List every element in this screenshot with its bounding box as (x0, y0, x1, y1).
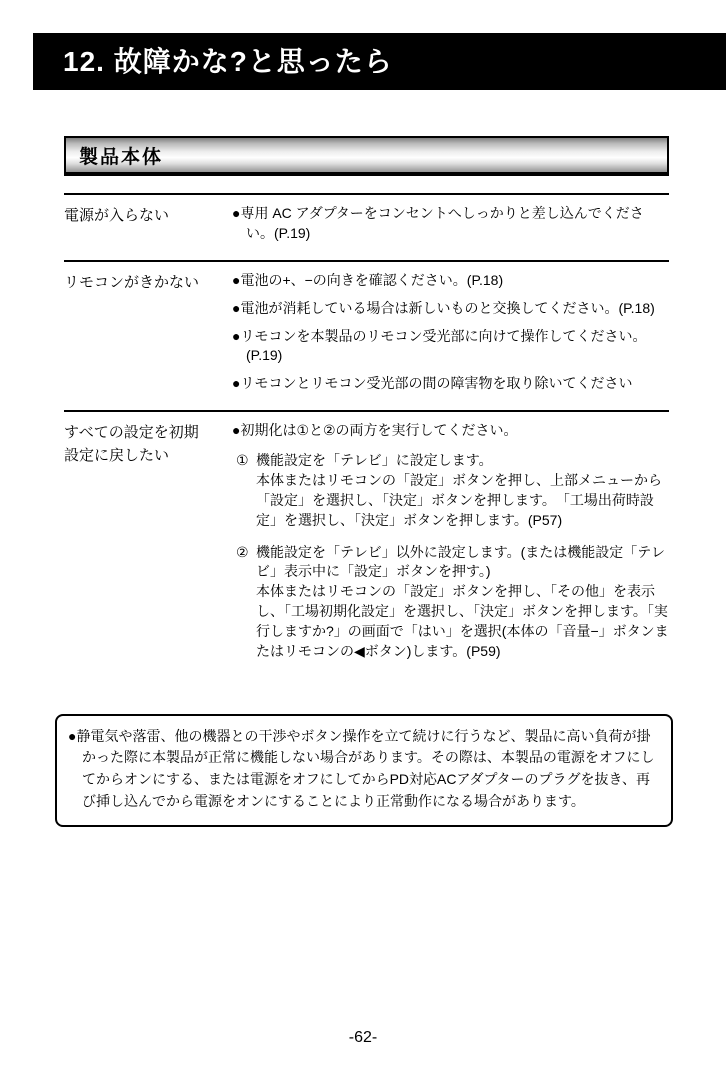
step-number: ① (236, 452, 249, 468)
caution-note-box (55, 714, 673, 827)
remedy-bullet: ●電池が消耗している場合は新しいものと交換してください。(P.18) (232, 299, 655, 316)
remedy-bullet: ●リモコンを本製品のリモコン受光部に向けて操作してください。(P.19) (232, 327, 647, 364)
table-row-power (64, 193, 669, 260)
symptom-label-line1: すべての設定を初期 (64, 424, 199, 442)
step-body: 本体またはリモコンの「設定」ボタンを押し、上部メニューから「設定」を選択し、「決定」ボタンを押します。 「工場出荷時設定」を選択し、「決定」ボタンを押します。(P57) (256, 471, 662, 528)
symptom-label (64, 421, 232, 674)
section-title: 製品本体 (79, 146, 164, 168)
symptom-label: リモコンがきかない (64, 273, 200, 291)
step-number: ② (236, 543, 249, 560)
remedy-bullet: ●リモコンとリモコン受光部の間の障害物を取り除いてください (232, 375, 633, 392)
step-lead: 機能設定を「テレビ」以外に設定します。(または機能設定「テレビ」表示中に「設定」ボタンを押す。) (256, 543, 665, 580)
step-lead: 機能設定を「テレビ」に設定します。 (256, 452, 493, 468)
remedy-content (232, 421, 669, 674)
remedy-content (232, 271, 669, 394)
troubleshooting-table (64, 193, 669, 690)
caution-note-text: ●静電気や落雷、他の機器との干渉やボタン操作を立て続けに行うなど、製品に高い負荷が掛かった際に本製品が正常に機能しない場合があります。その際は、本製品の電源をオフにしてからオンにする、または電源をオフにしてからPD対応ACアダプターのプラグを抜き、再び挿し込んでから電源をオンにすることにより正常動作になる場合があります。 (68, 727, 655, 809)
table-row-reset (64, 410, 669, 690)
remedy-content (232, 204, 669, 244)
section-header-bar (64, 136, 669, 176)
step-item-2 (236, 543, 669, 662)
chapter-title: 12. 故障かな?と思ったら (63, 45, 393, 77)
step-item-1 (236, 451, 669, 531)
symptom-label: 電源が入らない (64, 207, 170, 224)
table-row-remote (64, 260, 669, 410)
remedy-bullet: ●電池の+、−の向きを確認ください。(P.18) (232, 271, 504, 288)
remedy-bullet: ●専用 AC アダプターをコンセントへしっかりと差し込んでください。(P.19) (232, 205, 644, 241)
chapter-title-banner (33, 33, 726, 90)
symptom-label-line2: 設定に戻したい (64, 447, 170, 465)
step-body: 本体またはリモコンの「設定」ボタンを押し、「その他」を表示し、「工場初期化設定」を選択し、「決定」ボタンを押します。「実行しますか?」の画面で「はい」を選択(本体の「音量−」ボタンまたはリモコンの◀ボタン)します。(P59) (256, 583, 669, 659)
remedy-bullet: ●初期化は①と②の両方を実行してください。 (232, 422, 518, 439)
page-number: -62- (348, 1029, 378, 1046)
